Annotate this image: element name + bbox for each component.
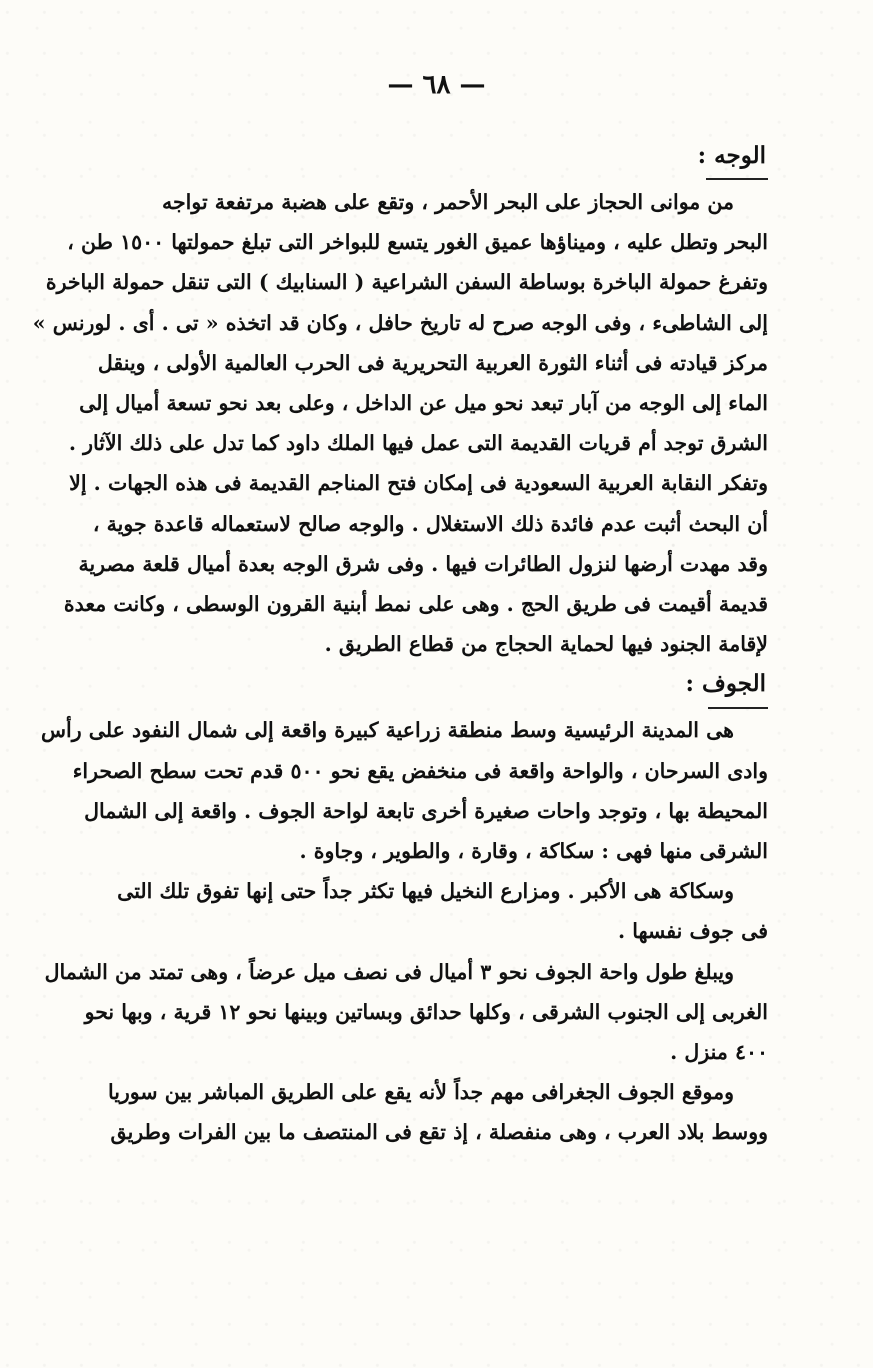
text-line: من موانى الحجاز على البحر الأحمر ، وتقع على هضبة مرتفعة تواجه <box>162 190 734 214</box>
text-line: إلى الشاطىء ، وفى الوجه صرح له تاريخ حافل ، وكان قد اتخذه « تى . أى . لورنس » <box>32 310 768 335</box>
heading-underline <box>708 707 768 709</box>
text-line: لإقامة الجنود فيها لحماية الحجاج من قطاع الطريق . <box>324 632 768 657</box>
text-line: أن البحث أثبت عدم فائدة ذلك الاستغلال . والوجه صالح لاستعماله قاعدة جوية ، <box>92 511 768 536</box>
paragraph-jawf-2 <box>30 871 768 951</box>
paragraph-jawf-3 <box>30 952 768 1073</box>
text-line: البحر وتطل عليه ، وميناؤها عميق الغور يتسع للبواخر التى تبلغ حمولتها ١٥٠٠ طن ، <box>67 230 768 255</box>
text-line: مركز قيادته فى أثناء الثورة العربية التحريرية فى الحرب العالمية الأولى ، وينقل <box>97 350 768 375</box>
heading-underline <box>706 178 768 180</box>
text-line: وتفرغ حمولة الباخرة بوساطة السفن الشراعية ( السنابيك ) التى تنقل حمولة الباخرة <box>45 270 768 295</box>
paragraph-jawf-4 <box>30 1072 768 1152</box>
text-line: ويبلغ طول واحة الجوف نحو ٣ أميال فى نصف ميل عرضاً ، وهى تمتد من الشمال <box>44 959 734 984</box>
text-line: وقد مهدت أرضها لنزول الطائرات فيها . وفى شرق الوجه بعدة أميال قلعة مصرية <box>78 551 768 576</box>
section-heading-wajh: الوجه : <box>697 142 766 169</box>
page-number: — ٦٨ — <box>387 70 486 100</box>
text-line: الماء إلى الوجه من آبار تبعد نحو ميل عن الداخل ، وعلى بعد نحو تسعة أميال إلى <box>79 391 768 416</box>
paragraph-jawf-1 <box>30 710 768 871</box>
text-line: ٤٠٠ منزل . <box>670 1040 768 1065</box>
text-line: وتفكر النقابة العربية السعودية فى إمكان فتح المناجم القديمة فى هذه الجهات . إلا <box>69 471 768 496</box>
text-line: الشرق توجد أم قريات القديمة التى عمل فيها الملك داود كما تدل على ذلك الآثار . <box>68 431 768 456</box>
text-line: المحيطة بها ، وتوجد واحات صغيرة أخرى تابعة لواحة الجوف . واقعة إلى الشمال <box>84 798 768 823</box>
paragraph-wajh <box>30 182 768 664</box>
text-line: الغربى إلى الجنوب الشرقى ، وكلها حدائق وبساتين وبينها نحو ١٢ قرية ، وبها نحو <box>84 999 768 1024</box>
text-line: وسكاكة هى الأكبر . ومزارع النخيل فيها تكثر جداً حتى إنها تفوق تلك التى <box>117 879 734 904</box>
text-line: فى جوف نفسها . <box>617 919 768 944</box>
page-content <box>30 136 768 1153</box>
section-heading-block <box>30 136 768 182</box>
section-heading-block <box>30 664 768 710</box>
text-line: هى المدينة الرئيسية وسط منطقة زراعية كبيرة واقعة إلى شمال النفود على رأس <box>41 718 734 743</box>
text-line: ووسط بلاد العرب ، وهى منفصلة ، إذ تقع فى المنتصف ما بين الفرات وطريق <box>110 1120 768 1145</box>
text-line: وموقع الجوف الجغرافى مهم جداً لأنه يقع على الطريق المباشر بين سوريا <box>107 1080 734 1105</box>
text-line: الشرقى منها فهى : سكاكة ، وقارة ، والطوير ، وجاوة . <box>299 839 768 864</box>
section-heading-jawf: الجوف : <box>685 670 766 698</box>
text-line: وادى السرحان ، والواحة واقعة فى منخفض يقع نحو ٥٠٠ قدم تحت سطح الصحراء <box>72 758 768 783</box>
text-line: قديمة أقيمت فى طريق الحج . وهى على نمط أبنية القرون الوسطى ، وكانت معدة <box>63 592 768 617</box>
